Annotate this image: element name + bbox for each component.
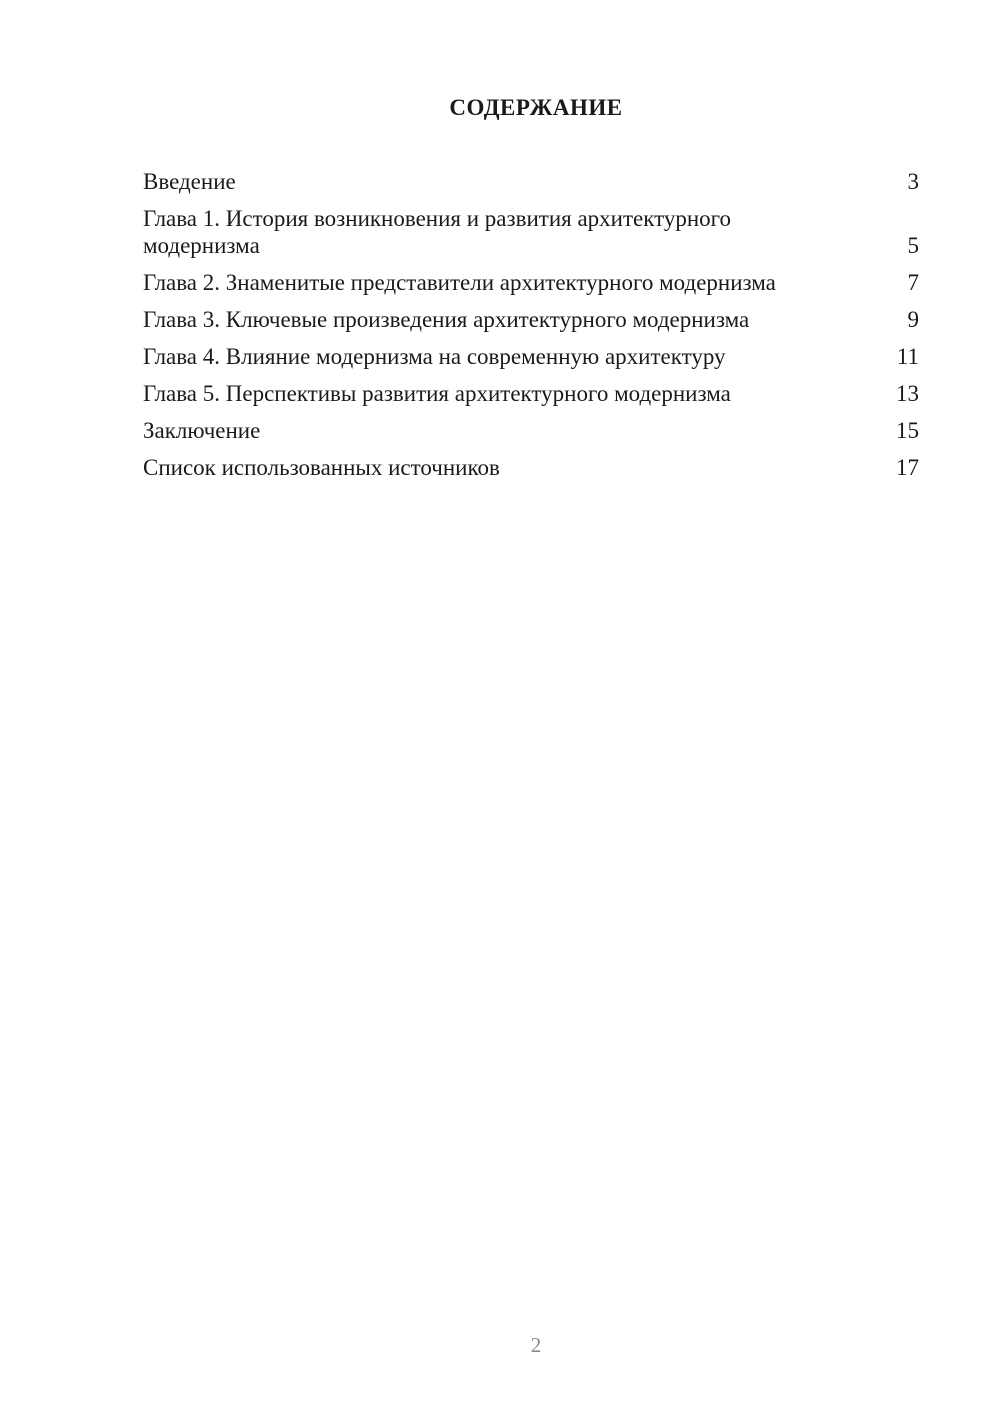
toc-entry-label: Заключение [143, 418, 261, 443]
toc-entry-page: 13 [896, 381, 919, 406]
toc-entry-label: Список использованных источников [143, 455, 500, 480]
toc-entry-chapter-5 [143, 380, 919, 407]
toc-entry-page: 9 [907, 307, 919, 332]
toc-entry-chapter-3 [143, 306, 919, 333]
toc-entry-label: Глава 2. Знаменитые представители архитектурного модернизма [143, 270, 776, 295]
toc-entry-label: Глава 5. Перспективы развития архитектурного модернизма [143, 381, 731, 406]
toc-entry-chapter-2 [143, 269, 919, 296]
toc-entry-page: 15 [896, 418, 919, 443]
toc-entry-page: 3 [907, 169, 919, 194]
toc-entry-label: Глава 3. Ключевые произведения архитектурного модернизма [143, 307, 750, 332]
page-number: 2 [530, 1333, 542, 1357]
page-title: СОДЕРЖАНИЕ [449, 95, 623, 120]
toc-entry-introduction [143, 168, 919, 195]
toc-entry-page: 17 [896, 455, 919, 480]
toc-entry-label: Глава 1. История возникновения и развития архитектурного модернизма [143, 206, 732, 258]
toc-entry-chapter-4 [143, 343, 919, 370]
toc-entry-conclusion [143, 417, 919, 444]
toc-entry-page: 11 [896, 344, 919, 369]
toc-entry-label: Глава 4. Влияние модернизма на современную архитектуру [143, 344, 726, 369]
toc-entry-references [143, 454, 919, 481]
toc-entry-page: 5 [907, 233, 919, 258]
toc-entry-chapter-1 [143, 205, 919, 259]
toc-entry-label: Введение [143, 169, 236, 194]
table-of-contents [143, 168, 919, 491]
toc-entry-page: 7 [907, 270, 919, 295]
